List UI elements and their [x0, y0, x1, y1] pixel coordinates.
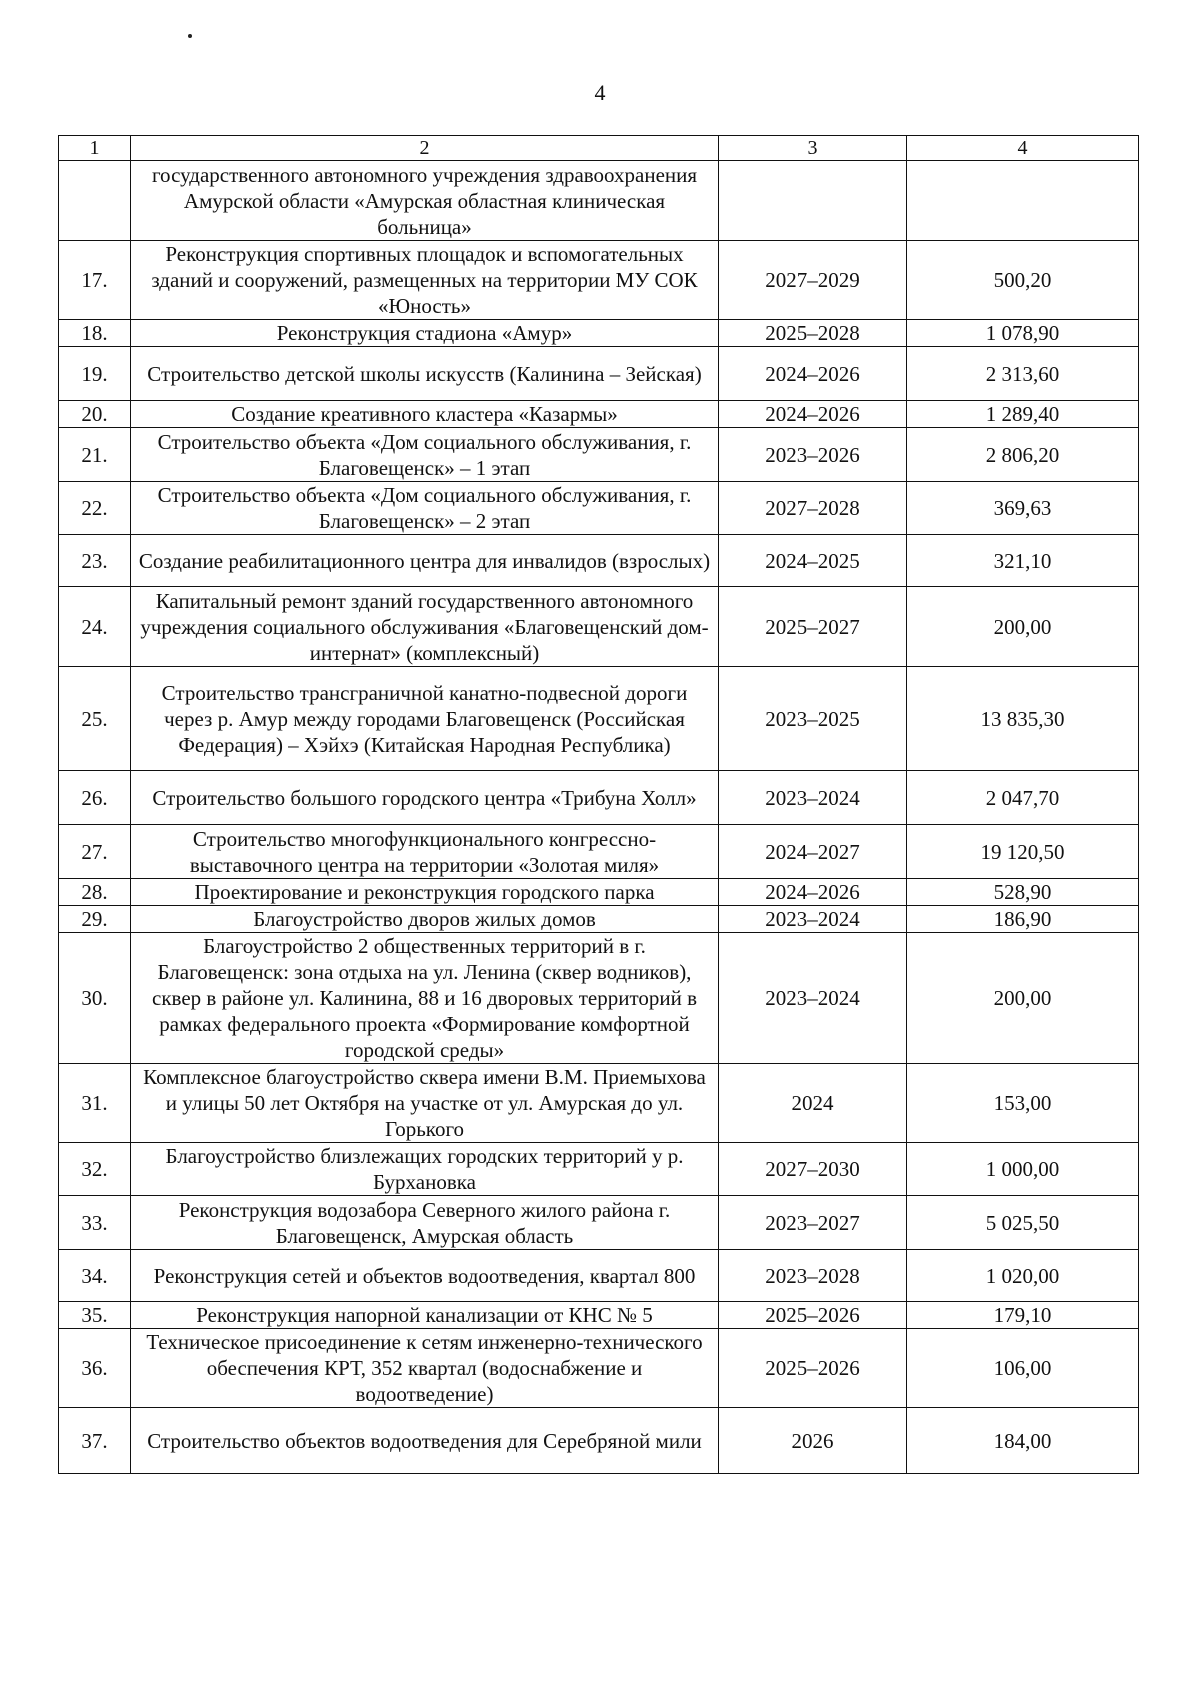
table-row: [59, 428, 1139, 482]
table-header-row: [59, 136, 1139, 161]
project-amount: 19 120,50: [907, 825, 1139, 879]
project-period: 2023–2025: [719, 667, 907, 771]
project-name: Техническое присоединение к сетям инженерно-технического обеспечения КРТ, 352 квартал (водоснабжение и водоотведение): [131, 1329, 719, 1408]
projects-table: [58, 135, 1139, 1474]
row-number: 37.: [59, 1408, 131, 1474]
table-row: [59, 906, 1139, 933]
table-row: [59, 933, 1139, 1064]
row-number: 30.: [59, 933, 131, 1064]
project-amount: 200,00: [907, 587, 1139, 667]
project-period: 2024: [719, 1064, 907, 1143]
row-number: 29.: [59, 906, 131, 933]
row-number: 17.: [59, 241, 131, 320]
row-number: 18.: [59, 320, 131, 347]
project-period: 2023–2026: [719, 428, 907, 482]
project-period: 2027–2030: [719, 1143, 907, 1196]
table-row: [59, 320, 1139, 347]
project-amount: 321,10: [907, 535, 1139, 587]
project-period: 2025–2026: [719, 1302, 907, 1329]
row-number: 28.: [59, 879, 131, 906]
table-row: [59, 1250, 1139, 1302]
row-number: [59, 161, 131, 241]
project-period: 2023–2024: [719, 771, 907, 825]
row-number: 22.: [59, 482, 131, 535]
project-name: Благоустройство дворов жилых домов: [131, 906, 719, 933]
table-row: [59, 667, 1139, 771]
table-row: [59, 347, 1139, 401]
project-name: Строительство детской школы искусств (Калинина – Зейская): [131, 347, 719, 401]
project-amount: 1 020,00: [907, 1250, 1139, 1302]
project-amount: 186,90: [907, 906, 1139, 933]
row-number: 35.: [59, 1302, 131, 1329]
table-row: [59, 535, 1139, 587]
project-amount: 5 025,50: [907, 1196, 1139, 1250]
project-amount: 13 835,30: [907, 667, 1139, 771]
table-row: [59, 482, 1139, 535]
table-row: [59, 1302, 1139, 1329]
project-period: [719, 161, 907, 241]
table-row: [59, 825, 1139, 879]
row-number: 24.: [59, 587, 131, 667]
header-cell-2: 2: [131, 136, 719, 161]
project-name: Строительство трансграничной канатно-подвесной дороги через р. Амур между городами Благовещенск (Российская Федерация) – Хэйхэ (Китайская Народная Республика): [131, 667, 719, 771]
table-row: [59, 1408, 1139, 1474]
table-row: [59, 1064, 1139, 1143]
project-name: Строительство большого городского центра «Трибуна Холл»: [131, 771, 719, 825]
project-period: 2025–2026: [719, 1329, 907, 1408]
project-name: Проектирование и реконструкция городского парка: [131, 879, 719, 906]
project-amount: 369,63: [907, 482, 1139, 535]
project-amount: 2 806,20: [907, 428, 1139, 482]
project-period: 2025–2028: [719, 320, 907, 347]
project-period: 2024–2025: [719, 535, 907, 587]
project-name: Строительство объекта «Дом социального обслуживания, г. Благовещенск» – 2 этап: [131, 482, 719, 535]
header-cell-1: 1: [59, 136, 131, 161]
project-name: Реконструкция стадиона «Амур»: [131, 320, 719, 347]
project-name: Создание креативного кластера «Казармы»: [131, 401, 719, 428]
project-name: Реконструкция напорной канализации от КНС № 5: [131, 1302, 719, 1329]
project-amount: [907, 161, 1139, 241]
project-amount: 2 313,60: [907, 347, 1139, 401]
project-amount: 1 000,00: [907, 1143, 1139, 1196]
project-name: Комплексное благоустройство сквера имени В.М. Приемыхова и улицы 50 лет Октября на участке от ул. Амурская до ул. Горького: [131, 1064, 719, 1143]
project-amount: 184,00: [907, 1408, 1139, 1474]
row-number: 21.: [59, 428, 131, 482]
row-number: 23.: [59, 535, 131, 587]
project-period: 2024–2026: [719, 347, 907, 401]
row-number: 27.: [59, 825, 131, 879]
row-number: 32.: [59, 1143, 131, 1196]
row-number: 26.: [59, 771, 131, 825]
scan-speck: [188, 34, 192, 38]
project-amount: 106,00: [907, 1329, 1139, 1408]
project-amount: 153,00: [907, 1064, 1139, 1143]
project-name: Реконструкция сетей и объектов водоотведения, квартал 800: [131, 1250, 719, 1302]
row-number: 19.: [59, 347, 131, 401]
row-number: 34.: [59, 1250, 131, 1302]
project-amount: 500,20: [907, 241, 1139, 320]
row-number: 25.: [59, 667, 131, 771]
project-period: 2024–2026: [719, 401, 907, 428]
row-number: 33.: [59, 1196, 131, 1250]
table-row: [59, 771, 1139, 825]
table-row: [59, 1143, 1139, 1196]
project-period: 2026: [719, 1408, 907, 1474]
table-row: [59, 587, 1139, 667]
project-name: Строительство объекта «Дом социального обслуживания, г. Благовещенск» – 1 этап: [131, 428, 719, 482]
project-amount: 179,10: [907, 1302, 1139, 1329]
project-name: Благоустройство 2 общественных территорий в г. Благовещенск: зона отдыха на ул. Ленина (сквер водников), сквер в районе ул. Калинина, 88 и 16 дворовых территорий в рамках федерального проекта «Формирование комфортной городской среды»: [131, 933, 719, 1064]
row-number: 36.: [59, 1329, 131, 1408]
row-number: 31.: [59, 1064, 131, 1143]
project-name: государственного автономного учреждения здравоохранения Амурской области «Амурская областная клиническая больница»: [131, 161, 719, 241]
header-cell-4: 4: [907, 136, 1139, 161]
project-period: 2023–2027: [719, 1196, 907, 1250]
project-name: Реконструкция спортивных площадок и вспомогательных зданий и сооружений, размещенных на территории МУ СОК «Юность»: [131, 241, 719, 320]
project-name: Строительство многофункционального конгрессно-выставочного центра на территории «Золотая миля»: [131, 825, 719, 879]
project-period: 2027–2028: [719, 482, 907, 535]
project-amount: 528,90: [907, 879, 1139, 906]
table-row: [59, 401, 1139, 428]
page-number: 4: [594, 80, 606, 105]
project-name: Реконструкция водозабора Северного жилого района г. Благовещенск, Амурская область: [131, 1196, 719, 1250]
project-name: Капитальный ремонт зданий государственного автономного учреждения социального обслуживания «Благовещенский дом-интернат» (комплексный): [131, 587, 719, 667]
table-row: [59, 879, 1139, 906]
project-period: 2023–2024: [719, 906, 907, 933]
project-name: Создание реабилитационного центра для инвалидов (взрослых): [131, 535, 719, 587]
project-period: 2024–2026: [719, 879, 907, 906]
project-amount: 1 078,90: [907, 320, 1139, 347]
project-name: Благоустройство близлежащих городских территорий у р. Бурхановка: [131, 1143, 719, 1196]
project-period: 2024–2027: [719, 825, 907, 879]
table-row: [59, 161, 1139, 241]
project-amount: 200,00: [907, 933, 1139, 1064]
project-period: 2023–2024: [719, 933, 907, 1064]
table-row: [59, 1329, 1139, 1408]
row-number: 20.: [59, 401, 131, 428]
table-row: [59, 241, 1139, 320]
project-amount: 1 289,40: [907, 401, 1139, 428]
project-name: Строительство объектов водоотведения для Серебряной мили: [131, 1408, 719, 1474]
project-period: 2027–2029: [719, 241, 907, 320]
project-amount: 2 047,70: [907, 771, 1139, 825]
table-row: [59, 1196, 1139, 1250]
project-period: 2023–2028: [719, 1250, 907, 1302]
project-period: 2025–2027: [719, 587, 907, 667]
header-cell-3: 3: [719, 136, 907, 161]
